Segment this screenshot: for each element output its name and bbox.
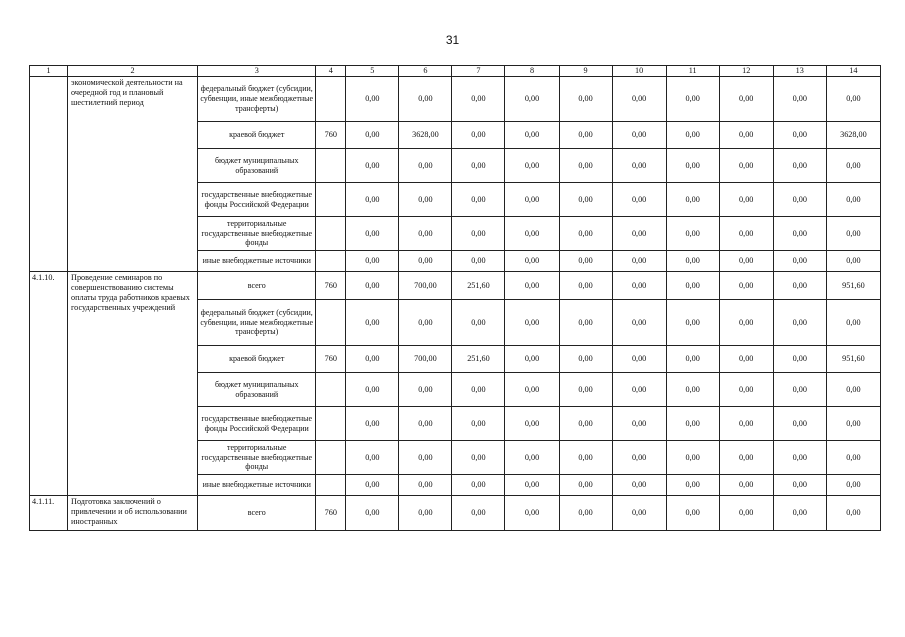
budget-table	[29, 65, 881, 531]
amount-cell: 0,00	[346, 475, 399, 496]
amount-cell: 0,00	[773, 272, 826, 300]
amount-cell: 0,00	[719, 217, 773, 251]
amount-cell: 0,00	[826, 183, 880, 217]
amount-cell: 0,00	[826, 251, 880, 272]
amount-cell: 951,60	[826, 346, 880, 373]
amount-cell: 0,00	[452, 300, 505, 346]
amount-cell: 0,00	[452, 251, 505, 272]
activity-code	[30, 77, 68, 272]
budget-code	[316, 373, 346, 407]
funding-source: иные внебюджетные источники	[198, 251, 316, 272]
column-number-9: 9	[559, 66, 612, 77]
amount-cell: 0,00	[559, 300, 612, 346]
amount-cell: 0,00	[399, 251, 452, 272]
amount-cell: 0,00	[346, 407, 399, 441]
amount-cell: 0,00	[666, 122, 719, 149]
amount-cell: 0,00	[559, 77, 612, 122]
amount-cell: 0,00	[773, 300, 826, 346]
amount-cell: 0,00	[773, 407, 826, 441]
amount-cell: 0,00	[346, 496, 399, 531]
amount-cell: 700,00	[399, 272, 452, 300]
amount-cell: 3628,00	[399, 122, 452, 149]
amount-cell: 0,00	[719, 122, 773, 149]
amount-cell: 0,00	[612, 407, 666, 441]
amount-cell: 0,00	[773, 122, 826, 149]
amount-cell: 0,00	[505, 346, 559, 373]
amount-cell: 0,00	[826, 441, 880, 475]
column-number-5: 5	[346, 66, 399, 77]
amount-cell: 0,00	[399, 475, 452, 496]
amount-cell: 0,00	[666, 407, 719, 441]
amount-cell: 0,00	[559, 217, 612, 251]
column-number-7: 7	[452, 66, 505, 77]
amount-cell: 951,60	[826, 272, 880, 300]
budget-code	[316, 441, 346, 475]
amount-cell: 0,00	[719, 496, 773, 531]
amount-cell: 0,00	[346, 441, 399, 475]
column-number-12: 12	[719, 66, 773, 77]
amount-cell: 0,00	[399, 496, 452, 531]
column-number-6: 6	[399, 66, 452, 77]
amount-cell: 0,00	[666, 149, 719, 183]
amount-cell: 0,00	[773, 183, 826, 217]
amount-cell: 0,00	[666, 251, 719, 272]
budget-code	[316, 217, 346, 251]
column-number-13: 13	[773, 66, 826, 77]
amount-cell: 0,00	[452, 441, 505, 475]
amount-cell: 0,00	[773, 441, 826, 475]
column-number-3: 3	[198, 66, 316, 77]
table-row	[30, 272, 881, 300]
amount-cell: 700,00	[399, 346, 452, 373]
amount-cell: 0,00	[399, 300, 452, 346]
column-number-2: 2	[68, 66, 198, 77]
funding-source: всего	[198, 496, 316, 531]
column-number-1: 1	[30, 66, 68, 77]
amount-cell: 0,00	[559, 149, 612, 183]
budget-code	[316, 251, 346, 272]
amount-cell: 0,00	[452, 373, 505, 407]
amount-cell: 0,00	[719, 475, 773, 496]
budget-code	[316, 183, 346, 217]
amount-cell: 3628,00	[826, 122, 880, 149]
amount-cell: 0,00	[666, 496, 719, 531]
funding-source: территориальные государственные внебюджетные фонды	[198, 217, 316, 251]
amount-cell: 251,60	[452, 346, 505, 373]
amount-cell: 0,00	[505, 251, 559, 272]
amount-cell: 0,00	[666, 300, 719, 346]
amount-cell: 0,00	[612, 149, 666, 183]
amount-cell: 0,00	[719, 272, 773, 300]
amount-cell: 0,00	[826, 77, 880, 122]
funding-source: федеральный бюджет (субсидии, субвенции, иные межбюджетные трансферты)	[198, 300, 316, 346]
amount-cell: 0,00	[666, 183, 719, 217]
funding-source: федеральный бюджет (субсидии, субвенции, иные межбюджетные трансферты)	[198, 77, 316, 122]
amount-cell: 0,00	[612, 77, 666, 122]
amount-cell: 0,00	[612, 300, 666, 346]
amount-cell: 0,00	[346, 77, 399, 122]
amount-cell: 0,00	[612, 475, 666, 496]
amount-cell: 0,00	[346, 149, 399, 183]
amount-cell: 0,00	[612, 272, 666, 300]
budget-code: 760	[316, 122, 346, 149]
amount-cell: 0,00	[666, 373, 719, 407]
amount-cell: 0,00	[399, 217, 452, 251]
amount-cell: 0,00	[399, 183, 452, 217]
amount-cell: 0,00	[505, 122, 559, 149]
amount-cell: 0,00	[346, 346, 399, 373]
funding-source: государственные внебюджетные фонды Российской Федерации	[198, 407, 316, 441]
amount-cell: 0,00	[452, 183, 505, 217]
amount-cell: 0,00	[773, 77, 826, 122]
amount-cell: 0,00	[612, 496, 666, 531]
amount-cell: 0,00	[346, 300, 399, 346]
column-number-4: 4	[316, 66, 346, 77]
funding-source: краевой бюджет	[198, 122, 316, 149]
amount-cell: 0,00	[346, 122, 399, 149]
amount-cell: 0,00	[505, 149, 559, 183]
amount-cell: 0,00	[612, 183, 666, 217]
amount-cell: 0,00	[399, 441, 452, 475]
page-number: 31	[445, 33, 460, 47]
amount-cell: 0,00	[773, 373, 826, 407]
amount-cell: 0,00	[719, 251, 773, 272]
activity-code: 4.1.11.	[30, 496, 68, 531]
budget-code	[316, 407, 346, 441]
amount-cell: 0,00	[773, 475, 826, 496]
amount-cell: 0,00	[719, 373, 773, 407]
amount-cell: 0,00	[666, 272, 719, 300]
amount-cell: 0,00	[612, 217, 666, 251]
amount-cell: 0,00	[559, 373, 612, 407]
budget-code	[316, 300, 346, 346]
column-number-11: 11	[666, 66, 719, 77]
amount-cell: 0,00	[346, 272, 399, 300]
amount-cell: 0,00	[452, 77, 505, 122]
column-number-8: 8	[505, 66, 559, 77]
amount-cell: 0,00	[826, 149, 880, 183]
amount-cell: 0,00	[559, 122, 612, 149]
funding-source: всего	[198, 272, 316, 300]
amount-cell: 251,60	[452, 272, 505, 300]
amount-cell: 0,00	[399, 407, 452, 441]
funding-source: государственные внебюджетные фонды Российской Федерации	[198, 183, 316, 217]
amount-cell: 0,00	[399, 149, 452, 183]
amount-cell: 0,00	[559, 183, 612, 217]
budget-code: 760	[316, 346, 346, 373]
amount-cell: 0,00	[666, 441, 719, 475]
amount-cell: 0,00	[719, 346, 773, 373]
amount-cell: 0,00	[612, 251, 666, 272]
amount-cell: 0,00	[505, 407, 559, 441]
activity-name: Подготовка заключений о привлечении и об использовании иностранных	[68, 496, 198, 531]
amount-cell: 0,00	[505, 300, 559, 346]
amount-cell: 0,00	[666, 475, 719, 496]
amount-cell: 0,00	[505, 373, 559, 407]
amount-cell: 0,00	[559, 346, 612, 373]
amount-cell: 0,00	[826, 217, 880, 251]
amount-cell: 0,00	[346, 251, 399, 272]
amount-cell: 0,00	[505, 217, 559, 251]
amount-cell: 0,00	[826, 475, 880, 496]
activity-code: 4.1.10.	[30, 272, 68, 496]
amount-cell: 0,00	[559, 272, 612, 300]
amount-cell: 0,00	[505, 77, 559, 122]
funding-source: краевой бюджет	[198, 346, 316, 373]
funding-source: иные внебюджетные источники	[198, 475, 316, 496]
amount-cell: 0,00	[826, 373, 880, 407]
activity-name: Проведение семинаров по совершенствованию системы оплаты труда работников краевых государственных учреждений	[68, 272, 198, 496]
amount-cell: 0,00	[773, 346, 826, 373]
column-number-10: 10	[612, 66, 666, 77]
amount-cell: 0,00	[452, 496, 505, 531]
amount-cell: 0,00	[719, 441, 773, 475]
amount-cell: 0,00	[666, 346, 719, 373]
table-row	[30, 496, 881, 531]
funding-source: территориальные государственные внебюджетные фонды	[198, 441, 316, 475]
budget-code	[316, 149, 346, 183]
amount-cell: 0,00	[452, 475, 505, 496]
amount-cell: 0,00	[666, 77, 719, 122]
activity-name: экономической деятельности на очередной год и плановый шестилетний период	[68, 77, 198, 272]
amount-cell: 0,00	[719, 77, 773, 122]
funding-source: бюджет муниципальных образований	[198, 149, 316, 183]
amount-cell: 0,00	[505, 272, 559, 300]
amount-cell: 0,00	[666, 217, 719, 251]
amount-cell: 0,00	[773, 496, 826, 531]
amount-cell: 0,00	[719, 183, 773, 217]
budget-code	[316, 475, 346, 496]
amount-cell: 0,00	[346, 183, 399, 217]
column-number-row	[30, 66, 881, 77]
amount-cell: 0,00	[452, 407, 505, 441]
amount-cell: 0,00	[612, 441, 666, 475]
amount-cell: 0,00	[826, 496, 880, 531]
amount-cell: 0,00	[559, 441, 612, 475]
funding-source: бюджет муниципальных образований	[198, 373, 316, 407]
amount-cell: 0,00	[505, 496, 559, 531]
amount-cell: 0,00	[399, 77, 452, 122]
amount-cell: 0,00	[719, 300, 773, 346]
amount-cell: 0,00	[505, 183, 559, 217]
amount-cell: 0,00	[773, 149, 826, 183]
amount-cell: 0,00	[559, 407, 612, 441]
amount-cell: 0,00	[612, 346, 666, 373]
budget-code: 760	[316, 272, 346, 300]
amount-cell: 0,00	[505, 441, 559, 475]
amount-cell: 0,00	[452, 122, 505, 149]
amount-cell: 0,00	[346, 217, 399, 251]
amount-cell: 0,00	[559, 496, 612, 531]
amount-cell: 0,00	[719, 407, 773, 441]
table-row	[30, 77, 881, 122]
amount-cell: 0,00	[505, 475, 559, 496]
amount-cell: 0,00	[399, 373, 452, 407]
budget-code: 760	[316, 496, 346, 531]
column-number-14: 14	[826, 66, 880, 77]
amount-cell: 0,00	[826, 300, 880, 346]
amount-cell: 0,00	[452, 149, 505, 183]
amount-cell: 0,00	[826, 407, 880, 441]
budget-code	[316, 77, 346, 122]
amount-cell: 0,00	[346, 373, 399, 407]
amount-cell: 0,00	[773, 217, 826, 251]
amount-cell: 0,00	[452, 217, 505, 251]
amount-cell: 0,00	[773, 251, 826, 272]
amount-cell: 0,00	[559, 251, 612, 272]
amount-cell: 0,00	[612, 373, 666, 407]
amount-cell: 0,00	[719, 149, 773, 183]
amount-cell: 0,00	[559, 475, 612, 496]
amount-cell: 0,00	[612, 122, 666, 149]
